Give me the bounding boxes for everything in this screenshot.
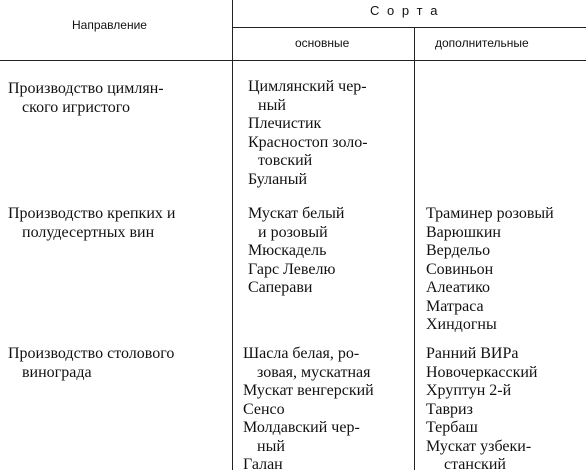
row-1-direction-line: ского игристого [22, 98, 130, 116]
row-2-main-item: и розовый [258, 223, 328, 241]
row-1-direction-line: Производство цимлян- [8, 80, 164, 97]
row-3-direction-line: винограда [22, 363, 92, 381]
row-3-additional-item: Хруптун 2-й [426, 382, 512, 399]
row-3-main-item: ный [257, 437, 285, 455]
header-underline-varieties [232, 27, 586, 28]
row-3-additional-item: Тербаш [426, 419, 478, 436]
header-varieties: С о р т а [370, 3, 440, 18]
row-2-direction-line: Производство крепких и [8, 205, 176, 222]
row-3-main-item: Галан [243, 456, 283, 473]
row-1-main-item: ный [258, 96, 286, 114]
header-main-varieties: основные [295, 36, 350, 50]
row-1-main-item: Буланый [248, 170, 308, 188]
header-additional-varieties: дополнительные [435, 36, 529, 50]
row-1-main-item: Плечистик [248, 115, 322, 132]
row-3-direction [8, 345, 228, 382]
row-1-main-item: товский [258, 152, 313, 169]
row-3-main-item: Шасла белая, ро- [243, 345, 360, 362]
row-2-additional-item: Хиндогны [426, 316, 497, 333]
row-1-main [248, 78, 368, 189]
row-3-additional-item: Новочеркасский [426, 363, 538, 381]
row-2-additional-item: Варюшкин [426, 223, 501, 241]
column-divider-direction [232, 0, 233, 470]
row-3-main-item: зовая, мускатная [257, 363, 371, 381]
row-3-additional-item: Мускат узбеки- [426, 437, 532, 455]
row-2-additional-item: Совиньон [426, 260, 494, 278]
row-2-additional-item: Алеатико [426, 279, 491, 296]
row-3-main [243, 345, 374, 475]
row-3-main-item: Сенсо [243, 400, 285, 418]
row-2-main-item: Саперави [248, 279, 313, 296]
row-1-main-item: Цимлянский чер- [248, 78, 367, 95]
row-2-main-item: Мускат белый [248, 205, 345, 222]
row-2-additional-item: Траминер розовый [426, 205, 554, 222]
row-3-direction-line: Производство столового [8, 345, 175, 362]
row-2-additional-item: Вердельо [426, 242, 491, 259]
row-3-main-item: Молдавский чер- [243, 419, 360, 436]
row-3-additional-item: станский [444, 456, 506, 473]
row-3-additional-item: Тавриз [426, 400, 473, 418]
row-2-additional [426, 205, 554, 335]
row-3-main-item: Мускат венгерский [243, 382, 374, 399]
row-2-main-item: Гарс Левелю [248, 260, 336, 278]
row-2-additional-item: Матраса [426, 297, 484, 315]
row-1-direction [8, 80, 223, 117]
row-3-additional [426, 345, 537, 475]
row-1-main-item: Красностоп золо- [248, 133, 368, 151]
header-bottom-rule [0, 60, 586, 61]
row-2-main-item: Мюскадель [248, 242, 327, 259]
header-direction: Направление [72, 18, 147, 32]
row-2-direction [8, 205, 228, 242]
row-2-direction-line: полудесертных вин [22, 223, 155, 241]
row-2-main [248, 205, 344, 298]
column-divider-varieties [414, 27, 415, 470]
row-3-additional-item: Ранний ВИРа [426, 345, 519, 362]
